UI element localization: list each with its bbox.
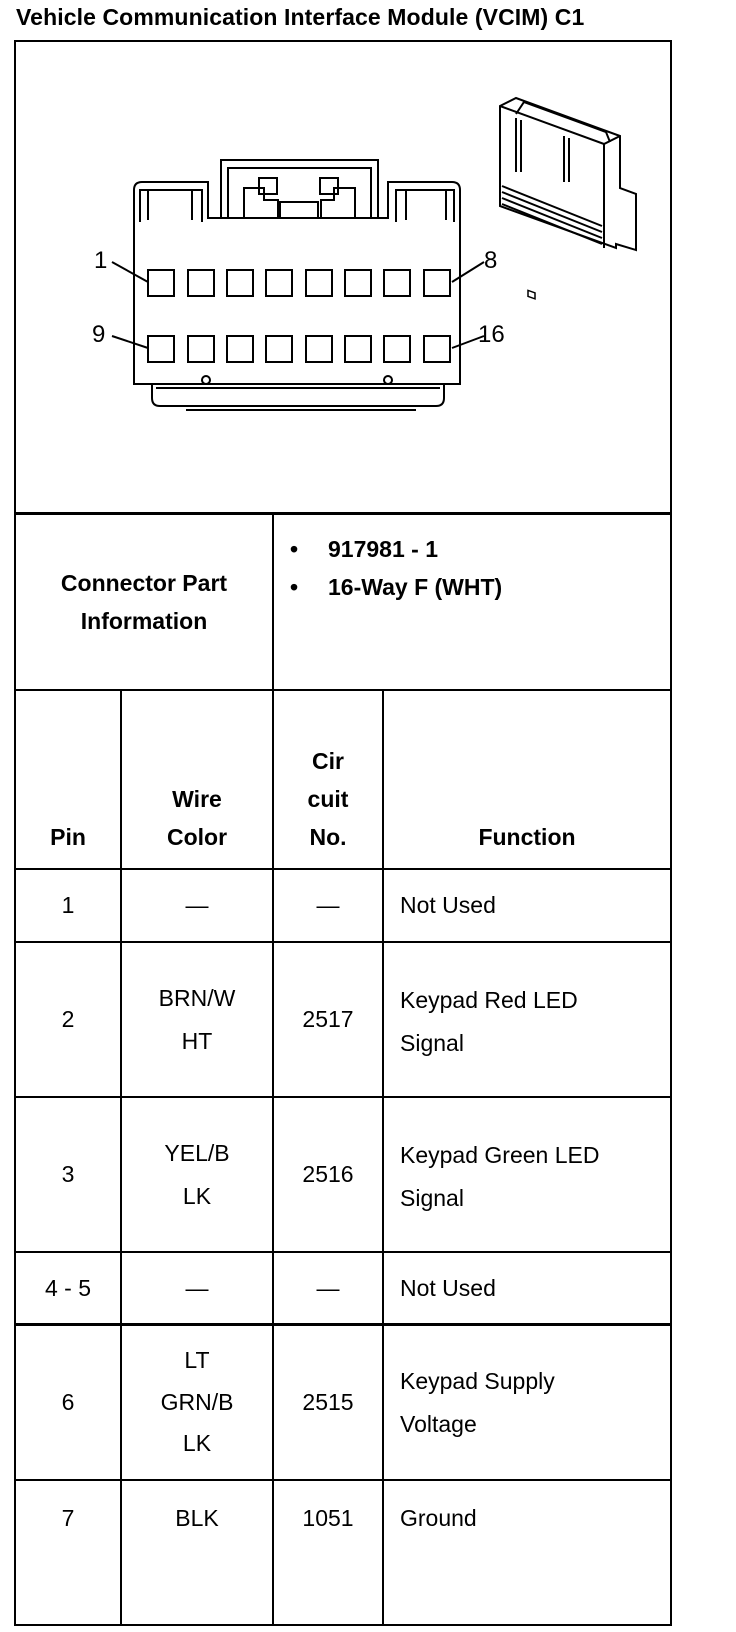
row-2-function: Keypad Red LED Signal: [400, 987, 578, 1056]
row-3-wire-color: YEL/B LK: [164, 1139, 230, 1209]
pin-label-9: 9: [92, 321, 106, 348]
connector-info-list: [290, 530, 502, 606]
row-1-pin: 1: [61, 892, 75, 919]
row-1-function: Not Used: [400, 892, 496, 919]
row-6-wire-color: BLK: [175, 1504, 219, 1531]
part-number: 917981 - 1: [328, 536, 438, 562]
row-5-function: Keypad Supply Voltage: [400, 1367, 555, 1437]
pin-label-16: 16: [478, 321, 505, 348]
header-pin: Pin: [50, 824, 86, 850]
row-6-circuit: 1051: [302, 1504, 354, 1531]
row-5-circuit: 2515: [302, 1389, 354, 1416]
row-5-pin: 6: [61, 1389, 75, 1416]
list-item: • 917981 - 1: [290, 530, 502, 568]
row-1-circuit: —: [316, 892, 340, 919]
row-4-function: Not Used: [400, 1274, 496, 1301]
row-3-circuit: 2516: [302, 1161, 354, 1188]
row-3-function: Keypad Green LED Signal: [400, 1142, 600, 1211]
connector-info-text: Connector Part Information: [60, 569, 228, 634]
list-item: • 16-Way F (WHT): [290, 568, 502, 606]
row-3-pin: 3: [61, 1161, 75, 1188]
row-2-pin: 2: [61, 1006, 75, 1033]
divider-info-vertical: [272, 512, 274, 691]
connector-info-label: [16, 514, 272, 689]
header-function: Function: [478, 824, 576, 850]
page-title: Vehicle Communication Interface Module (VCIM) C1: [16, 4, 585, 30]
header-wire-color: Wire Color: [166, 786, 228, 850]
row-1-wire-color: —: [185, 892, 209, 919]
pin-label-1: 1: [94, 247, 108, 274]
row-6-function: Ground: [400, 1504, 477, 1531]
header-circuit-number: Cir cuit No.: [307, 748, 349, 850]
row-5-wire-color: LT GRN/B LK: [160, 1347, 234, 1457]
row-4-circuit: —: [316, 1274, 340, 1301]
connector-pin-cavities: [148, 270, 450, 362]
row-6-pin: 7: [61, 1504, 75, 1531]
row-4-wire-color: —: [185, 1274, 209, 1301]
connector-diagram: [16, 42, 670, 512]
row-4-pin: 4 - 5: [44, 1274, 92, 1301]
connector-description: 16-Way F (WHT): [328, 574, 503, 600]
row-2-circuit: 2517: [302, 1006, 354, 1033]
row-2-wire-color: BRN/W HT: [158, 984, 236, 1054]
pin-label-8: 8: [484, 247, 498, 274]
